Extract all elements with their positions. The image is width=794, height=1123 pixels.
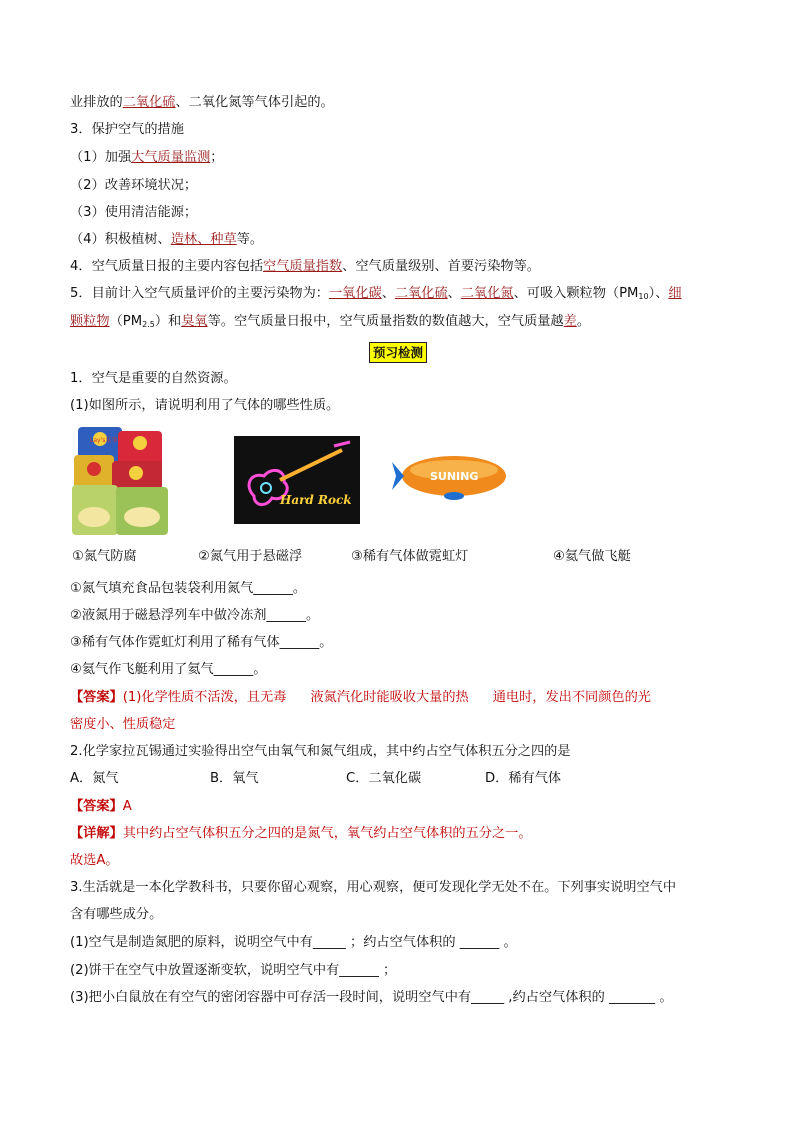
blank-2: ②液氮用于磁悬浮列车中做冷冻剂______。: [70, 608, 320, 623]
blimp-image: [390, 452, 508, 504]
text-line: （2）改善环境状况；: [70, 178, 198, 193]
text-line: （3）使用清洁能源；: [70, 205, 198, 220]
heading-3: 3．保护空气的措施: [70, 122, 184, 137]
question-3-sub-1: (1)空气是制造氮肥的原料，说明空气中有_____ ；约占空气体积的 ______ 。: [70, 935, 517, 950]
option-c: C．二氧化碳: [346, 771, 422, 786]
chips-bag-image: [72, 425, 174, 537]
option-2-caption: ②氮气用于悬磁浮: [198, 549, 303, 564]
text-line: 业排放的二氧化硫、二氧化氮等气体引起的。: [70, 95, 334, 110]
detail-2: 【详解】其中约占空气体积五分之四的是氮气，氧气约占空气体积的五分之一。: [70, 826, 532, 841]
option-4-caption: ④氦气做飞艇: [553, 549, 631, 564]
option-b: B．氧气: [210, 771, 259, 786]
neon-sign-image: [234, 436, 360, 524]
neon-text: Hard Rock: [280, 493, 352, 507]
question-3-sub-2: (2)饼干在空气中放置逐渐变软，说明空气中有______ ；: [70, 963, 397, 978]
blank-4: ④氦气作飞艇利用了氦气______。: [70, 662, 267, 677]
question-3-stem: 3.生活就是一本化学教科书，只要你留心观察，用心观察，便可发现化学无处不在。下列事实说明空气中: [70, 880, 677, 895]
section-tag: 预习检测: [369, 342, 427, 363]
text-line: 颗粒物$(PM_{2.5})$和臭氧等。空气质量日报中，空气质量指数的数值越大，空气质量越差。: [70, 314, 591, 329]
blank-1: ①氮气填充食品包装袋利用氮气______。: [70, 581, 307, 596]
answer-1-line-2: 密度小、性质稳定: [70, 717, 176, 732]
answer-2: 【答案】A: [70, 799, 132, 814]
question-3-sub-3: (3)把小白鼠放在有空气的密闭容器中可存活一段时间，说明空气中有_____ ,约占空气体积的 _______ 。: [70, 990, 673, 1005]
choose-2: 故选A。: [70, 853, 119, 868]
blimp-text: SUNING: [430, 470, 479, 483]
blank-3: ③稀有气体作霓虹灯利用了稀有气体______。: [70, 635, 333, 650]
option-1-caption: ①氮气防腐: [72, 549, 137, 564]
text-line: 4．空气质量日报的主要内容包括空气质量指数、空气质量级别、首要污染物等。: [70, 259, 540, 274]
answer-1-line: 【答案】(1)化学性质不活泼，且无毒 液氮汽化时能吸收大量的热 通电时，发出不同颜色的光: [70, 690, 651, 705]
chips-brand-label: Lay's乐事: [90, 437, 118, 444]
option-3-caption: ③稀有气体做霓虹灯: [351, 549, 469, 564]
text-line: 5．目前计入空气质量评价的主要污染物为：一氧化碳、二氧化硫、二氧化氮、可吸入颗粒物$(PM_{10})$、细: [70, 286, 682, 301]
question-2-stem: 2.化学家拉瓦锡通过实验得出空气由氧气和氮气组成，其中约占空气体积五分之四的是: [70, 744, 571, 759]
option-a: A．氮气: [70, 771, 119, 786]
question-1-stem: 1．空气是重要的自然资源。: [70, 371, 237, 386]
question-1-sub: (1)如图所示，请说明利用了气体的哪些性质。: [70, 398, 340, 413]
option-d: D．稀有气体: [485, 771, 562, 786]
text-line: （1）加强大气质量监测；: [70, 150, 224, 165]
text-line: （4）积极植树、造林、种草等。: [70, 232, 264, 247]
question-3-stem-2: 含有哪些成分。: [70, 907, 163, 922]
